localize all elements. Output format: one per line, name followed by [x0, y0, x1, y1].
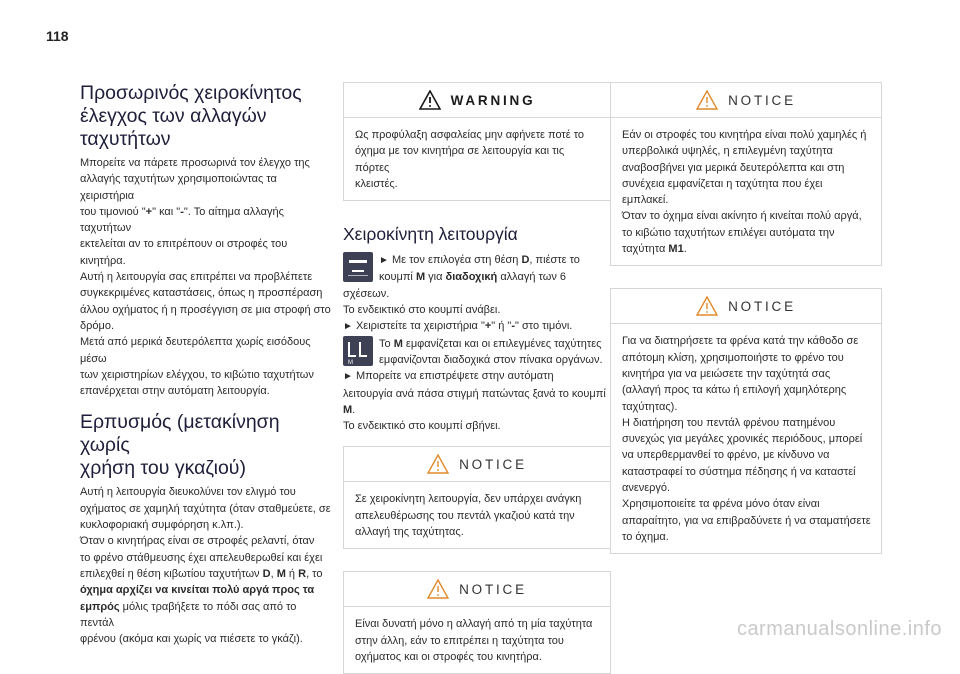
arrow-right-icon: ► — [343, 371, 353, 383]
notice-title: NOTICE — [459, 581, 527, 597]
notice-text: Σε χειροκίνητη λειτουργία, δεν υπάρχει ανάγκη απελευθέρωσης του πεντάλ γκαζιού κατά την αλλαγή της ταχύτητας. — [355, 493, 582, 539]
arrow-right-icon: ► — [379, 255, 389, 267]
notice-box-3 — [610, 82, 882, 266]
gear-display-icon — [343, 336, 373, 366]
page-number: 118 — [46, 28, 69, 44]
notice-box-4 — [610, 288, 882, 554]
notice-text: Εάν οι στροφές του κινητήρα είναι πολύ χαμηλές ή υπερβολικά υψηλές, η επιλεγμένη ταχύτητα αναβοσβήνει για μερικά δευτερόλεπτα και στη συνέχεια εμφανίζεται η ταχύτητα που έχει εμπλακεί. Όταν το όχημα είναι ακίνητο ή κινείται πολύ αργά, το κιβώτιο ταχυτήτων επιλέγει αυτόματα την ταχύτητα M1. — [622, 129, 867, 256]
warning-box — [343, 82, 611, 201]
notice-triangle-icon — [696, 90, 718, 110]
notice-box-2 — [343, 571, 611, 674]
notice-triangle-icon — [427, 579, 449, 599]
notice-text: Για να διατηρήσετε τα φρένα κατά την κάθοδο σε απότομη κλίση, χρησιμοποιήστε το φρένο του κινητήρα για να μειώσετε την ταχύτητά σας (αλλαγή προς τα κάτω ή επιλογή χαμηλότερης ταχύτητας). Η διατήρηση του πεντάλ φρένου πατημένου συνεχώς για μεγάλες χρονικές περιόδους, μπορεί να υπερθερμανθεί το φρένο, με κίνδυνο να καταστραφεί το σύστημα πέδησης ή να καταστεί ανενεργό. Χρησιμοποιείτε τα φρένα μόνο όταν είναι απαραίτητο, για να επιβραδύνετε ή να σταματήσετε το όχημα. — [622, 335, 871, 543]
section-title-manual-mode: Χειροκίνητη λειτουργία — [343, 224, 518, 245]
warning-text: Ως προφύλαξη ασφαλείας μην αφήνετε ποτέ το όχημα με τον κινητήρα σε λειτουργία και τις πόρτες κλειστές. — [355, 129, 585, 190]
paragraph-creep: Αυτή η λειτουργία διευκολύνει τον ελιγμό του οχήματος σε χαμηλή ταχύτητα (όταν σταθμεύετε, σε κυκλοφοριακή συμφόρηση κ.λπ.). Όταν ο κινητήρας είναι σε στροφές ρελαντί, όταν το φρένο στάθμευσης έχει απελευθερωθεί και έχει επιλεχθεί η θέση κιβωτίου ταχυτήτων D, M ή R, το όχημα αρχίζει να κινείται πολύ αργά προς τα εμπρός μόλις τραβήξετε το πόδι σας από το πεντάλ φρένου (ακόμα και χωρίς να πιέσετε το γκάζι). — [80, 486, 331, 646]
arrow-right-icon: ► — [343, 321, 353, 333]
notice-triangle-icon — [696, 296, 718, 316]
notice-triangle-icon — [427, 454, 449, 474]
section-title-temporary-manual: Προσωρινός χειροκίνητος έλεγχος των αλλαγών ταχυτήτων — [80, 82, 302, 150]
warning-triangle-icon — [419, 90, 441, 110]
warning-box-header — [344, 83, 610, 118]
paragraph-temporary-manual: Μπορείτε να πάρετε προσωρινά τον έλεγχο της αλλαγής ταχυτήτων χρησιμοποιώντας τα χειριστήρια του τιμονιού "+" και "-". Το αίτημα αλλαγής ταχυτήτων εκτελείται αν το επιτρέπουν οι στροφές του κινητήρα. Αυτή η λειτουργία σας επιτρέπει να προβλέπετε συγκεκριμένες καταστάσεις, όπως η προσπέραση άλλου οχήματος ή η προσέγγιση σε μια στροφή στο δρόμο. Μετά από μερικά δευτερόλεπτα χωρίς εισόδους μέσω των χειριστηρίων ελέγχου, το κιβώτιο ταχυτήτων επανέρχεται στην αυτόματη λειτουργία. — [80, 157, 331, 398]
notice-box-1 — [343, 446, 611, 549]
gear-m-button-icon — [343, 252, 373, 282]
section-title-creep: Ερπυσμός (μετακίνηση χωρίς χρήση του γκαζιού) — [80, 411, 280, 480]
notice-text: Είναι δυνατή μόνο η αλλαγή από τη μία ταχύτητα στην άλλη, εάν το επιτρέπει η ταχύτητα του οχήματος και οι στροφές του κινητήρα. — [355, 618, 593, 663]
notice-title: NOTICE — [728, 92, 796, 108]
column-2 — [343, 82, 611, 674]
warning-title: WARNING — [450, 92, 536, 108]
column-1 — [80, 82, 332, 647]
watermark[interactable]: carmanualsonline.info — [736, 618, 942, 640]
svg-text:M: M — [348, 359, 353, 366]
notice-title: NOTICE — [728, 298, 796, 314]
column-3 — [610, 82, 882, 554]
notice-title: NOTICE — [459, 456, 527, 472]
manual-mode-text: ► Με τον επιλογέα στη θέση D, πιέστε το κουμπί M για διαδοχική αλλαγή των 6 σχέσεων. Το ενδεικτικό στο κουμπί ανάβει. ► Χειριστείτε τα χειριστήρια "+" ή "-" στο τιμόνι. M Το M εμφανίζεται και οι επιλεγμένες ταχύτητες εμφανίζονται διαδοχικά στον πίνακα οργάνων. ► Μπορείτε να επιστρέψετε στην αυτόματη λειτουργία ανά πάσα στιγμή πατώντας ξανά το κουμπί M. Το ενδεικτικό στο κουμπί σβήνει. — [343, 254, 606, 433]
